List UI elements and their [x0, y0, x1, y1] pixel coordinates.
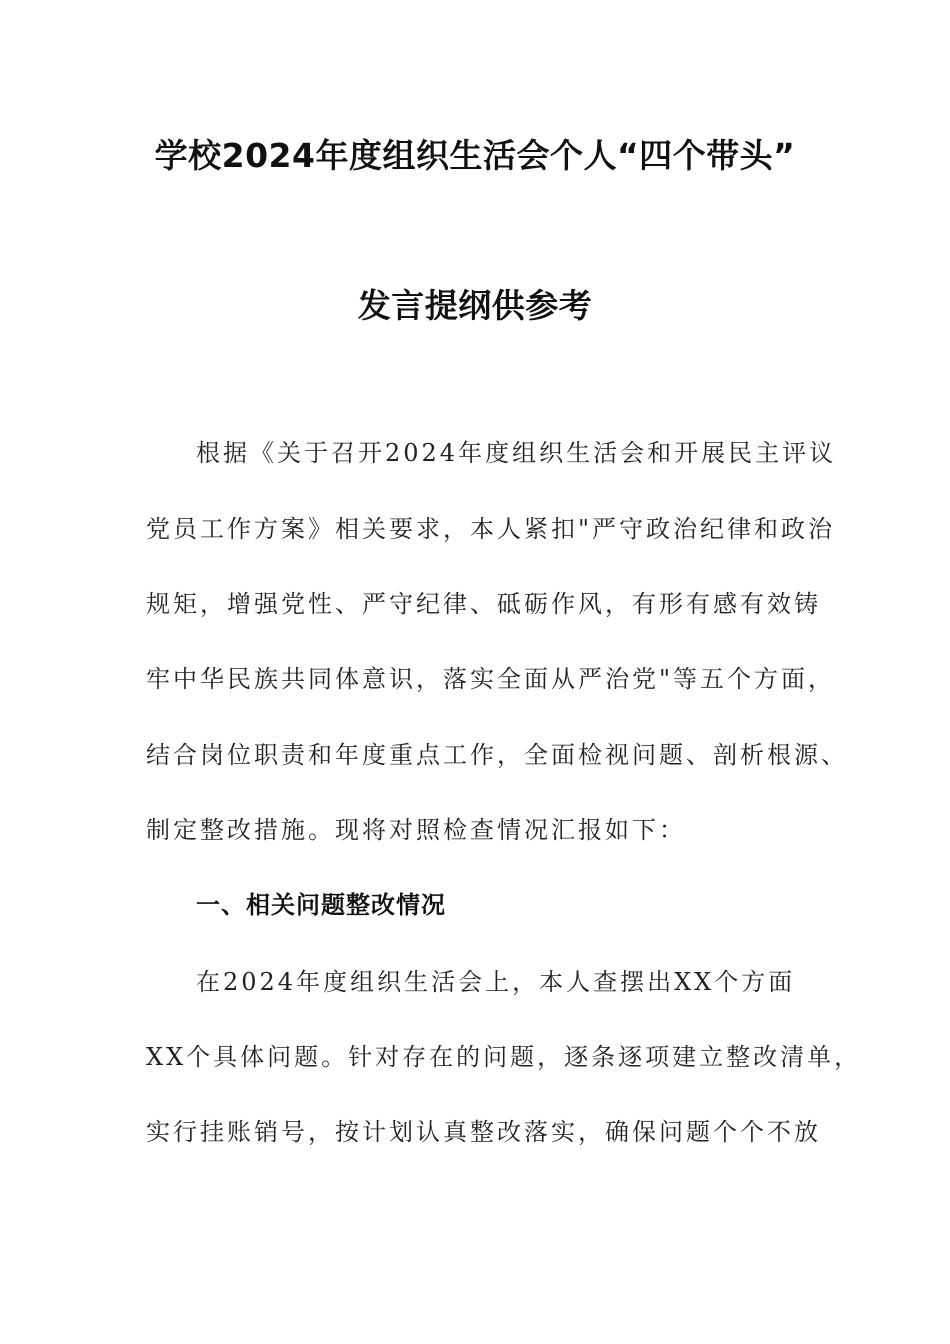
paragraph-line: 牢中华民族共同体意识，落实全面从严治党"等五个方面，: [146, 665, 836, 693]
section-heading: 一、相关问题整改情况: [196, 891, 446, 919]
paragraph-line: 实行挂账销号，按计划认真整改落实，确保问题个个不放: [146, 1118, 821, 1146]
document-title-line-2: 发言提纲供参考: [357, 286, 593, 325]
paragraph-line: 规矩，增强党性、严守纪律、砥砺作风，有形有感有效铸: [146, 590, 821, 618]
paragraph-line: 结合岗位职责和年度重点工作，全面检视问题、剖析根源、: [146, 741, 848, 769]
paragraph-line: 制定整改措施。现将对照检查情况汇报如下：: [146, 816, 686, 844]
paragraph-line: XX个具体问题。针对存在的问题，逐条逐项建立整改清单，: [146, 1043, 862, 1071]
paragraph-line: 党员工作方案》相关要求，本人紧扣"严守政治纪律和政治: [146, 515, 836, 543]
document-title-line-1: 学校2024年度组织生活会个人“四个带头”: [154, 136, 796, 175]
paragraph-line: 在2024年度组织生活会上，本人查摆出XX个方面: [196, 968, 796, 996]
paragraph-line: 根据《关于召开2024年度组织生活会和开展民主评议: [196, 439, 837, 467]
